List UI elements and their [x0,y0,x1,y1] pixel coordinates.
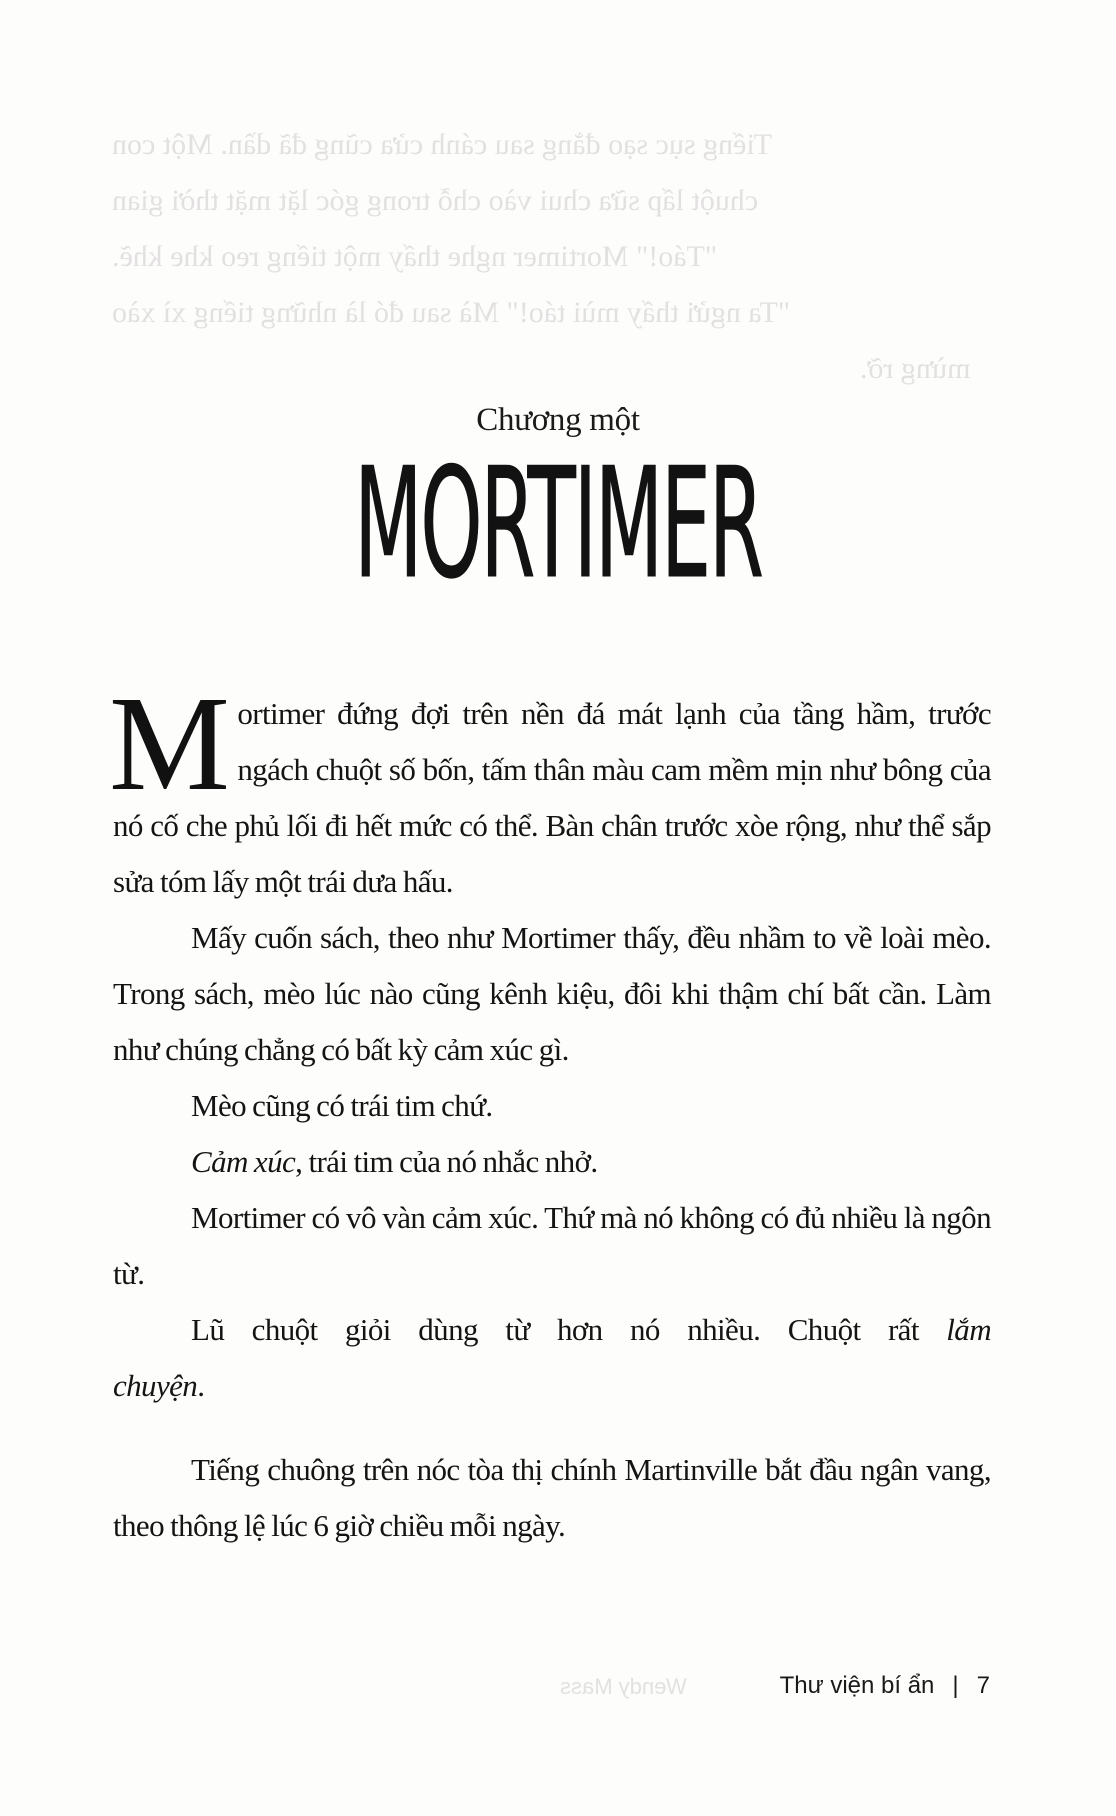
paragraph-6 [113,1302,991,1414]
chapter-title: MORTIMER [354,435,762,612]
emphasis-text: Cảm xúc [191,1144,296,1179]
paragraph-text: Tiếng chuông trên nóc tòa thị chính Martinville bắt đầu ngân vang, theo thông lệ lúc 6 giờ chiều mỗi ngày. [113,1452,991,1543]
paragraph-text: Lũ chuột giỏi dùng từ hơn nó nhiều. Chuột rất [191,1312,947,1347]
paragraph-3 [113,1078,991,1134]
running-title: Thư viện bí ẩn [779,1672,935,1699]
paragraph-1 [109,669,991,910]
page-number: 7 [976,1672,990,1699]
show-through-line: chuột lấp sữa chui vào chỗ trong góc lặt mặt thời gian [112,184,759,217]
paragraph-text: , trái tim của nó nhắc nhở. [295,1144,598,1179]
paragraph-text: ortimer đứng đợi trên nền đá mát lạnh của tầng hầm, trước ngách chuột số bốn, tấm thân màu cam mềm mịn như bông của nó cố che phủ lối đi hết mức có thể. Bàn chân trước xòe rộng, như thể sắp sửa tóm lấy một trái dưa hấu. [113,696,991,899]
paragraph-4 [113,1134,991,1190]
paragraph-text: . [197,1368,205,1403]
chapter-body [109,669,991,1554]
drop-cap: M [109,669,230,819]
show-through-line: "Táo!" Mortimer nghe thấy một tiếng reo khe khẽ. [112,240,718,273]
show-through-line: mừng rỡ. [860,352,971,385]
emphasis-text: lắm chuyện [113,1312,991,1403]
paragraph-2 [113,910,991,1078]
paragraph-text: Mèo cũng có trái tim chứ. [191,1088,493,1123]
show-through-line: "Ta ngửi thấy mùi táo!" Mà sau đó là những tiếng xì xào [112,296,791,329]
show-through-line: Tiếng sục sạo đằng sau cánh cửa cũng đã dần. Một con [112,128,772,161]
section-break [113,1414,991,1442]
paragraph-text: Mortimer có vô vàn cảm xúc. Thứ mà nó không có đủ nhiều là ngôn từ. [113,1200,991,1291]
paragraph-5 [113,1190,991,1302]
page-footer [780,1672,990,1700]
paragraph-text: Mấy cuốn sách, theo như Mortimer thấy, đều nhầm to về loài mèo. Trong sách, mèo lúc nào cũng kênh kiệu, đôi khi thậm chí bất cần. Làm như chúng chẳng có bất kỳ cảm xúc gì. [113,920,991,1067]
paragraph-7 [113,1442,991,1554]
chapter-number: Chương một [476,402,640,438]
footer-separator: | [952,1672,959,1699]
show-through-footer: Wendy Mass [560,1674,687,1699]
